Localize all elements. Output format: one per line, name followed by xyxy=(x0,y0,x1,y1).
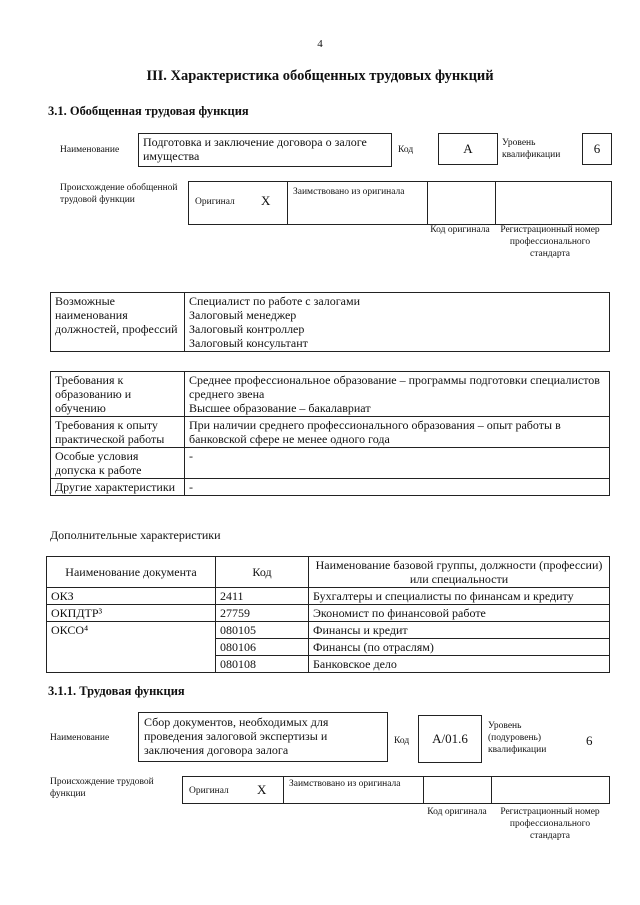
gtf-borrowed-label: Заимствовано из оригинала xyxy=(293,187,405,197)
gtf-heading: 3.1. Обобщенная трудовая функция xyxy=(48,104,249,118)
gtf-origin-box xyxy=(188,181,612,225)
row-name: Банковское дело xyxy=(309,656,610,673)
tf-level-value: 6 xyxy=(586,733,593,748)
gtf-level-label: Уровень квалификации xyxy=(502,138,561,160)
tf-heading: 3.1.1. Трудовая функция xyxy=(48,684,185,698)
row-code: 080106 xyxy=(216,639,309,656)
section-title: III. Характеристика обобщенных трудовых функций xyxy=(146,68,494,84)
requirements-table xyxy=(50,371,610,496)
tf-code-value: A/01.6 xyxy=(418,715,482,763)
table-row xyxy=(47,605,610,622)
row-name: Экономист по финансовой работе xyxy=(309,605,610,622)
tf-original-label: Оригинал xyxy=(189,786,229,796)
tf-code-original-caption: Код оригинала xyxy=(427,807,487,817)
req-value: Среднее профессиональное образование – программы подготовки специалистов среднего звена Высшее образование – бакалавриат xyxy=(185,372,610,417)
row-doc: ОКСО⁴ xyxy=(47,622,216,673)
divider xyxy=(427,182,428,224)
positions-list xyxy=(185,293,610,352)
tf-code-label: Код xyxy=(394,736,410,746)
tf-origin-label: Происхождение трудовой функции xyxy=(50,777,154,799)
row-name: Бухгалтеры и специалисты по финансам и кредиту xyxy=(309,588,610,605)
additional-header-doc: Наименование документа xyxy=(47,557,216,588)
req-label: Другие характеристики xyxy=(51,479,185,496)
position-item: Залоговый консультант xyxy=(189,336,308,350)
row-code: 080105 xyxy=(216,622,309,639)
tf-reg-number-caption: Регистрационный номер профессионального стандарта xyxy=(500,807,600,841)
tf-level-label: Уровень (подуровень) квалификации xyxy=(488,721,547,755)
additional-heading: Дополнительные характеристики xyxy=(50,528,221,542)
gtf-name-value: Подготовка и заключение договора о залоге имущества xyxy=(138,133,392,167)
tf-original-mark: X xyxy=(257,782,267,797)
divider xyxy=(287,182,288,224)
table-row xyxy=(47,588,610,605)
row-code: 27759 xyxy=(216,605,309,622)
row-code: 2411 xyxy=(216,588,309,605)
req-label: Требования к опыту практической работы xyxy=(51,417,185,448)
divider xyxy=(491,777,492,803)
req-value: При наличии среднего профессионального образования – опыт работы в банковской сфере не менее одного года xyxy=(185,417,610,448)
gtf-original-mark: X xyxy=(261,193,271,208)
additional-table xyxy=(46,556,610,673)
gtf-original-label: Оригинал xyxy=(195,197,235,207)
row-name: Финансы и кредит xyxy=(309,622,610,639)
additional-header-code: Код xyxy=(216,557,309,588)
tf-borrowed-label: Заимствовано из оригинала xyxy=(289,779,401,789)
row-code: 080108 xyxy=(216,656,309,673)
gtf-level-value: 6 xyxy=(582,133,612,165)
gtf-code-original-caption: Код оригинала xyxy=(430,225,490,235)
divider xyxy=(423,777,424,803)
positions-table xyxy=(50,292,610,352)
gtf-code-label: Код xyxy=(398,145,414,155)
req-label: Требования к образованию и обучению xyxy=(51,372,185,417)
tf-name-value: Сбор документов, необходимых для проведения залоговой экспертизы и заключения договора залога xyxy=(138,712,388,762)
tf-name-label: Наименование xyxy=(50,733,110,743)
gtf-name-label: Наименование xyxy=(60,145,120,155)
req-value: - xyxy=(185,448,610,479)
position-item: Залоговый менеджер xyxy=(189,308,297,322)
table-row xyxy=(47,622,610,639)
position-item: Залоговый контроллер xyxy=(189,322,305,336)
row-doc: ОКЗ xyxy=(47,588,216,605)
req-label: Особые условия допуска к работе xyxy=(51,448,185,479)
page-number: 4 xyxy=(317,38,323,50)
divider xyxy=(495,182,496,224)
gtf-reg-number-caption: Регистрационный номер профессионального стандарта xyxy=(500,225,600,259)
divider xyxy=(283,777,284,803)
positions-label: Возможные наименования должностей, профессий xyxy=(51,293,185,352)
row-doc: ОКПДТР³ xyxy=(47,605,216,622)
position-item: Специалист по работе с залогами xyxy=(189,294,361,308)
gtf-origin-label: Происхождение обобщенной трудовой функции xyxy=(60,183,178,205)
req-value: - xyxy=(185,479,610,496)
additional-header-name: Наименование базовой группы, должности (профессии) или специальности xyxy=(309,557,610,588)
tf-origin-box xyxy=(182,776,610,804)
row-name: Финансы (по отраслям) xyxy=(309,639,610,656)
gtf-code-value: A xyxy=(438,133,498,165)
